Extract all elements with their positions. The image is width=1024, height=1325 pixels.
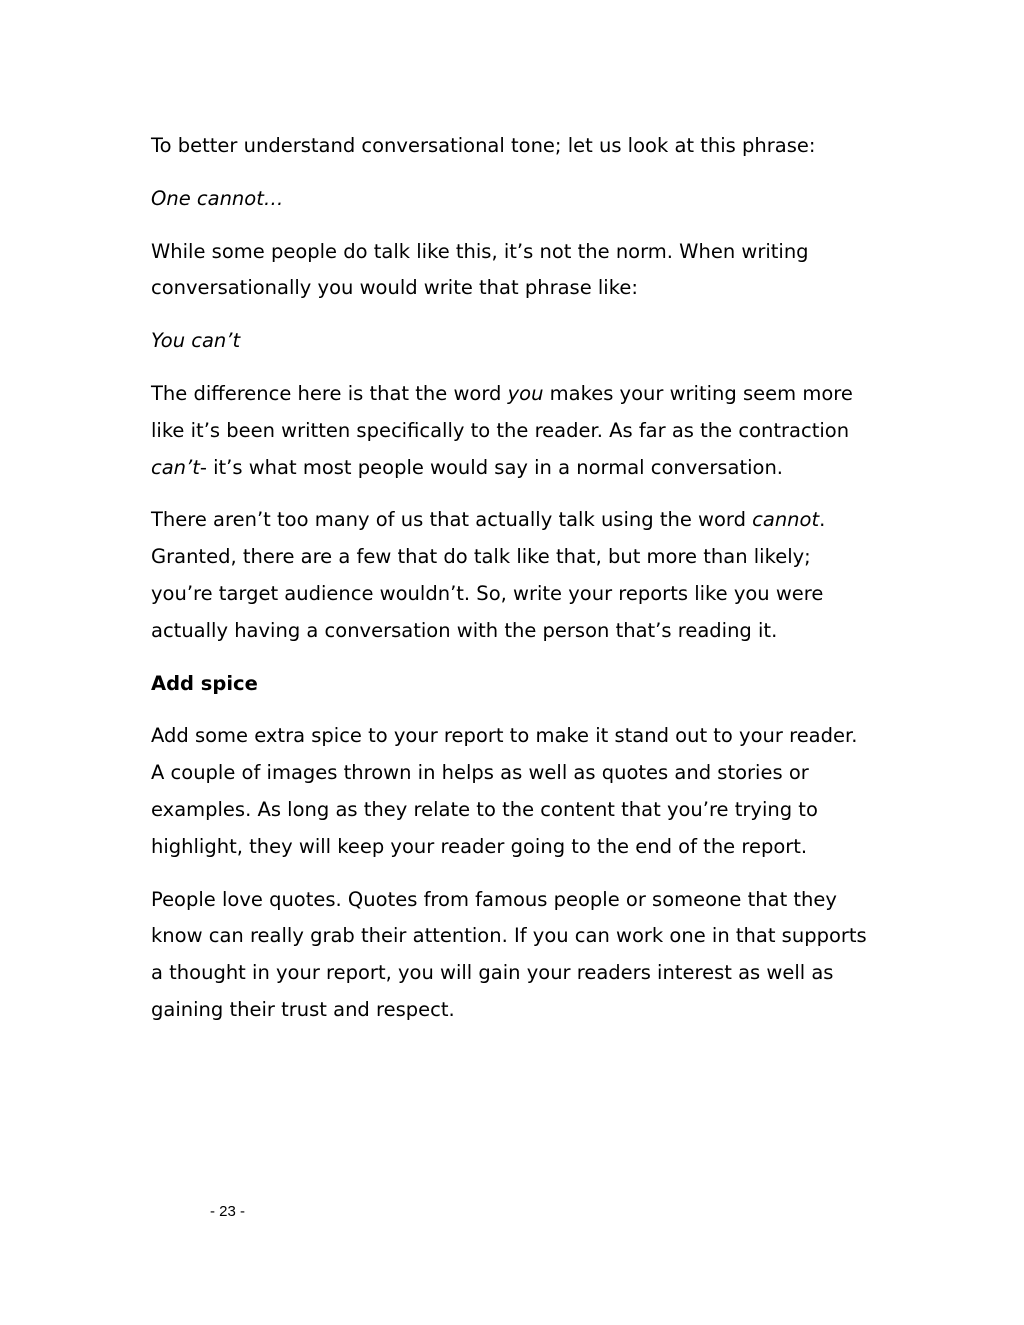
norm-paragraph (151, 234, 871, 308)
text-run: makes your writing seem more like it’s been written specifically to the reader. As far as the contraction (151, 381, 853, 442)
text-run: - it’s what most people would say in a normal conversation. (199, 455, 784, 479)
italic-text-run: can’t (151, 455, 200, 479)
text-run: While some people do talk like this, it’s not the norm. When writing conversationally you would write that phrase like: (151, 239, 809, 300)
text-run: . Granted, there are a few that do talk like that, but more than likely; you’re target audience wouldn’t. So, write your reports like you were actually having a conversation with the person that’s reading it. (151, 508, 826, 642)
difference-paragraph (151, 376, 871, 486)
text-run: There aren’t too many of us that actually talk using the word (151, 508, 753, 532)
example-phrase-conversational (151, 323, 871, 360)
italic-text-run: One cannot… (151, 186, 284, 210)
italic-text-run: You can’t (151, 329, 241, 353)
quotes-paragraph (151, 882, 871, 1029)
heading-text: Add spice (151, 671, 258, 695)
page-number: - 23 - (210, 1203, 246, 1220)
text-run: The difference here is that the word (151, 381, 508, 405)
text-run: Add some extra spice to your report to make it stand out to your reader. A couple of images thrown in helps as well as quotes and stories or examples. As long as they relate to the content that you’re trying to highlight, they will keep your reader going to the end of the report. (151, 724, 858, 858)
text-run: People love quotes. Quotes from famous people or someone that they know can really grab their attention. If you can work one in that supports a thought in your report, you will gain your readers interest as well as gaining their trust and respect. (151, 887, 867, 1021)
example-phrase-formal (151, 181, 871, 218)
intro-paragraph (151, 128, 871, 165)
page-body (151, 128, 871, 1045)
cannot-paragraph (151, 502, 871, 649)
section-heading (151, 666, 871, 703)
spice-paragraph (151, 718, 871, 865)
italic-text-run: you (507, 381, 544, 405)
text-run: To better understand conversational tone; let us look at this phrase: (151, 134, 816, 157)
italic-text-run: cannot (752, 508, 820, 532)
